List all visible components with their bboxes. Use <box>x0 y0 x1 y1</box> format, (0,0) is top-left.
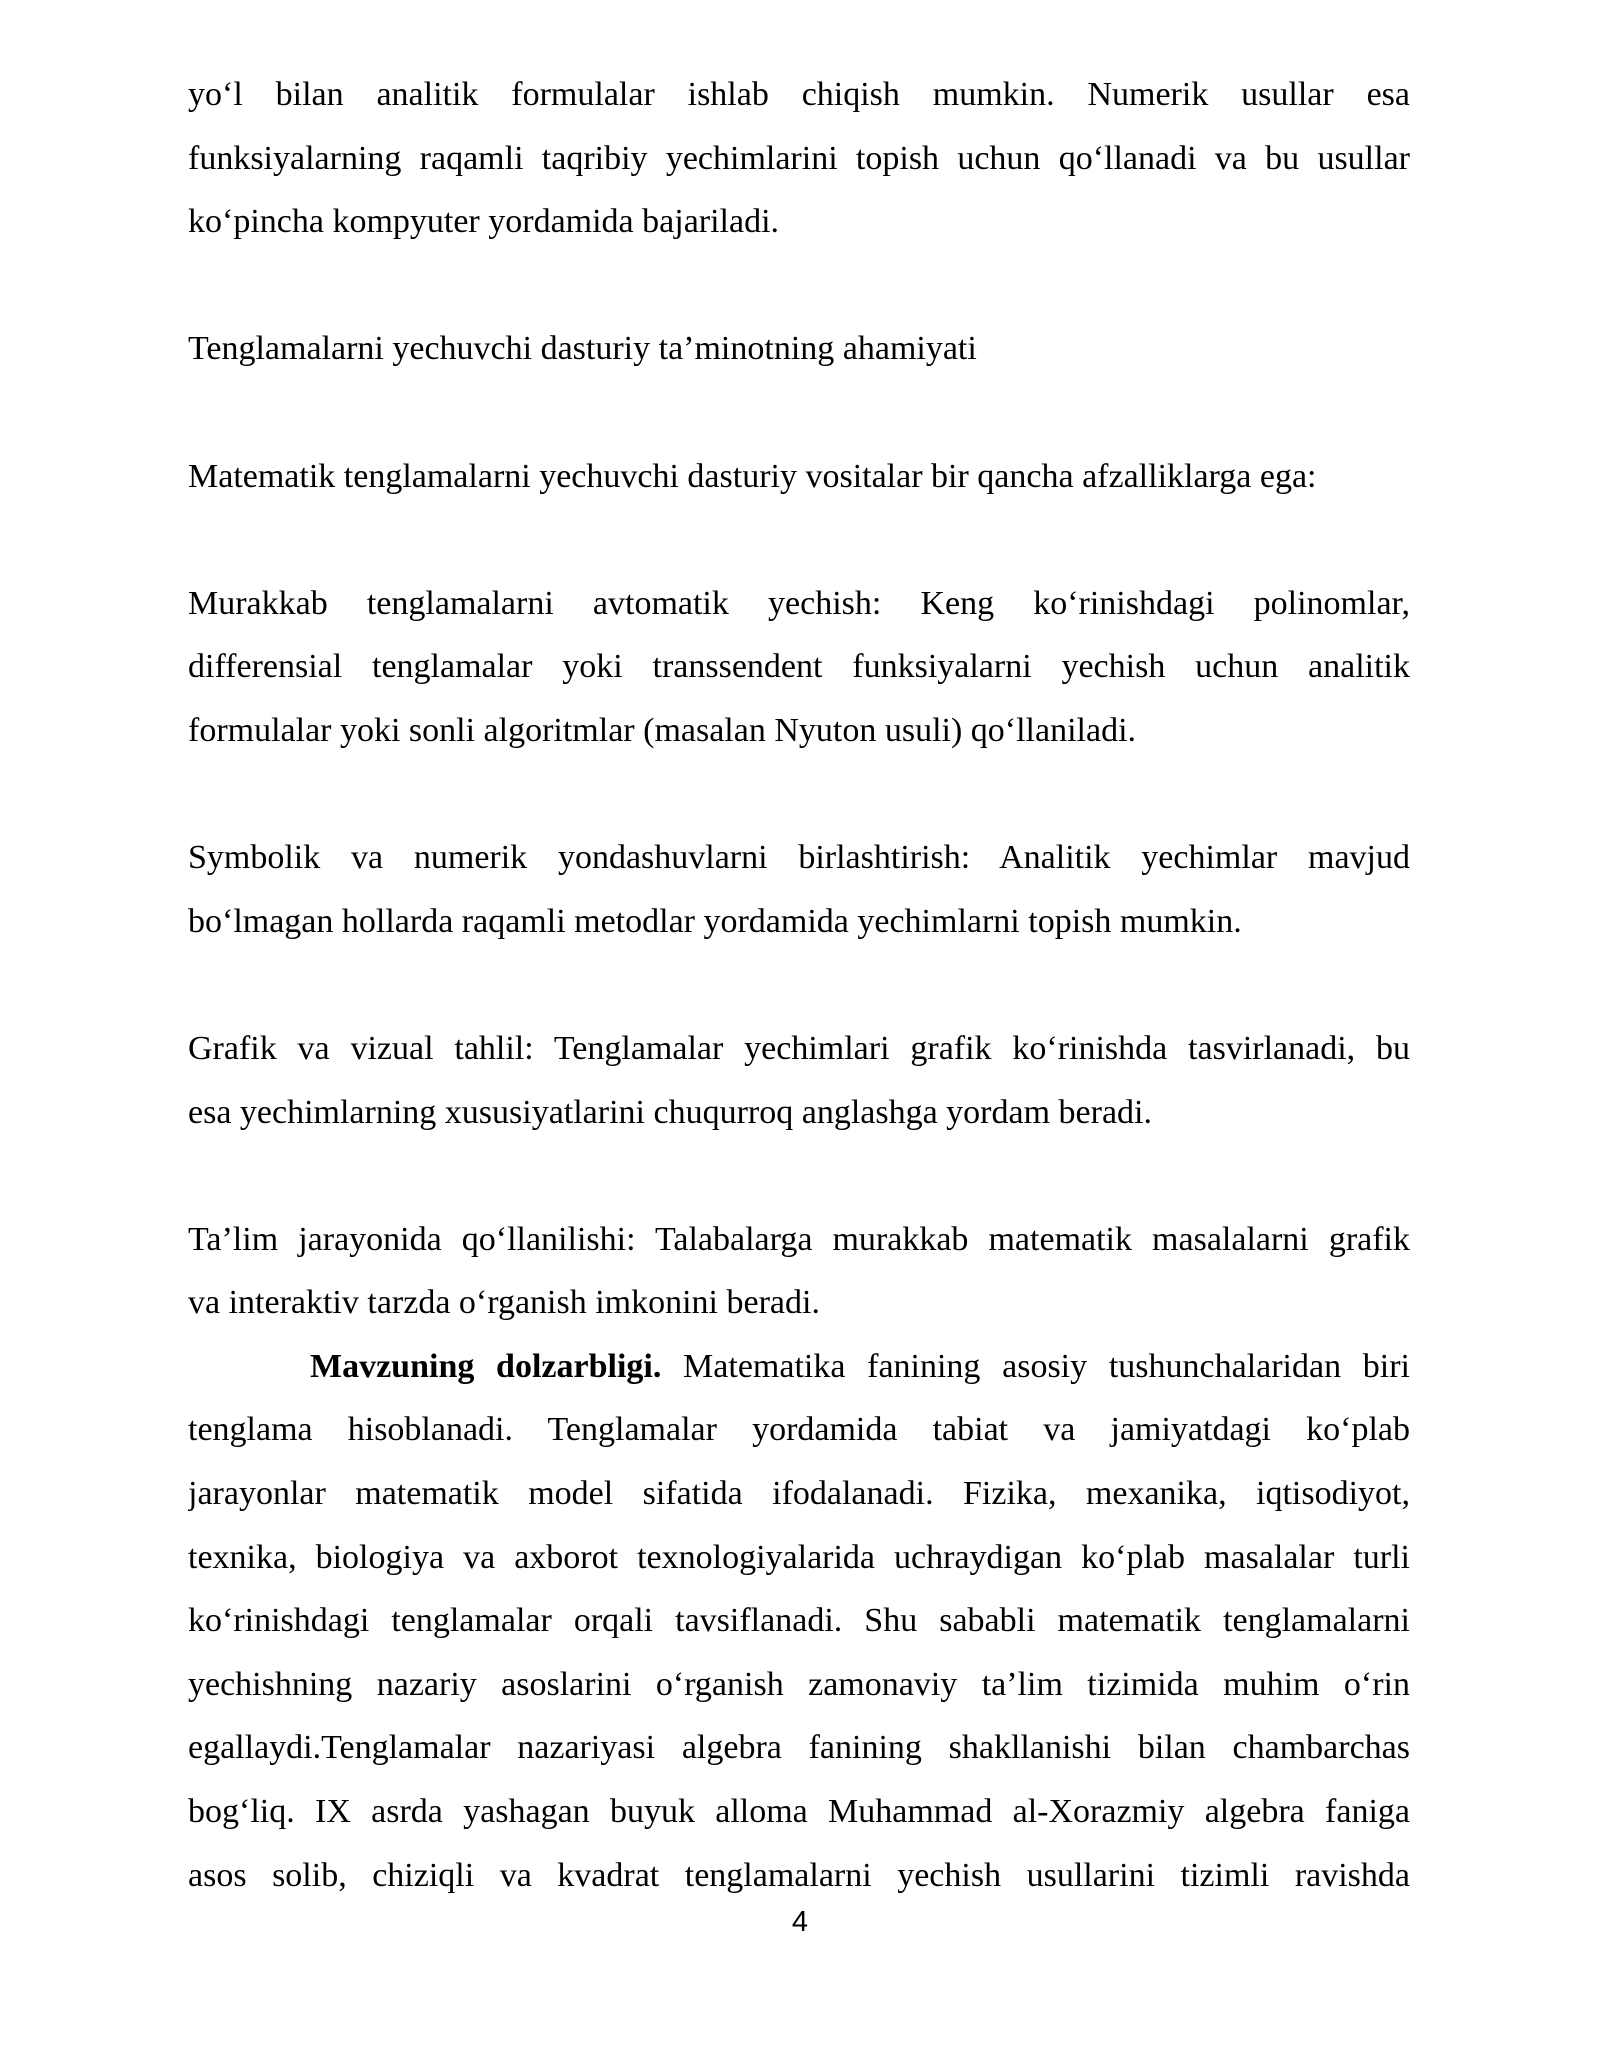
text-line: Symbolik va numerik yondashuvlarni birlashtirish: Analitik yechimlar mavjud <box>188 839 1410 877</box>
text-line: yoʻl bilan analitik formulalar ishlab chiqish mumkin. Numerik usullar esa <box>188 76 1410 113</box>
text-line: funksiyalarning raqamli taqribiy yechimlarini topish uchun qoʻllanadi va bu usullar <box>188 139 1410 177</box>
paragraph <box>188 1208 1410 1335</box>
text-line: egallaydi.Tenglamalar nazariyasi algebra fanining shakllanishi bilan chambarchas <box>188 1729 1410 1767</box>
text-line: va interaktiv tarzda oʻrganish imkonini beradi. <box>188 1284 820 1322</box>
paragraph <box>188 63 1410 254</box>
text-line: boʻlmagan hollarda raqamli metodlar yordamida yechimlarni topish mumkin. <box>188 902 1242 940</box>
bold-run: Mavzuning dolzarbligi. <box>310 1347 662 1385</box>
paragraph <box>188 572 1410 763</box>
paragraph <box>188 1017 1410 1144</box>
text-line: asos solib, chiziqli va kvadrat tenglamalarni yechish usullarini tizimli ravishda <box>188 1856 1410 1894</box>
text-line: bogʻliq. IX asrda yashagan buyuk alloma Muhammad al-Xorazmiy algebra faniga <box>188 1793 1410 1831</box>
text-line: Murakkab tenglamalarni avtomatik yechish: Keng koʻrinishdagi polinomlar, <box>188 584 1410 622</box>
document-body <box>188 63 1410 1907</box>
text-line: Grafik va vizual tahlil: Tenglamalar yechimlari grafik koʻrinishda tasvirlanadi, bu <box>188 1029 1410 1067</box>
text-line: texnika, biologiya va axborot texnologiyalarida uchraydigan koʻplab masalalar turli <box>188 1538 1410 1576</box>
text-line: tenglama hisoblanadi. Tenglamalar yordamida tabiat va jamiyatdagi koʻplab <box>188 1411 1410 1449</box>
text-line: jarayonlar matematik model sifatida ifodalanadi. Fizika, mexanika, iqtisodiyot, <box>188 1475 1410 1513</box>
paragraph <box>188 826 1410 953</box>
page-number: 4 <box>791 1906 809 1938</box>
text-line: koʻpincha kompyuter yordamida bajariladi. <box>188 203 780 241</box>
paragraph <box>188 1335 1410 1907</box>
text-line: esa yechimlarning xususiyatlarini chuqurroq anglashga yordam beradi. <box>188 1093 1152 1131</box>
paragraph <box>188 445 1410 509</box>
text-line: yechishning nazariy asoslarini oʻrganish zamonaviy ta’lim tizimida muhim oʻrin <box>188 1665 1410 1703</box>
text-line: Mavzuning dolzarbligi. Matematika fanining asosiy tushunchalaridan biri <box>310 1347 1410 1385</box>
paragraph <box>188 317 1410 381</box>
text-line: Ta’lim jarayonida qoʻllanilishi: Talabalarga murakkab matematik masalalarni grafik <box>188 1220 1410 1258</box>
text-line: Tenglamalarni yechuvchi dasturiy ta’minotning ahamiyati <box>188 330 977 368</box>
text-line: differensial tenglamalar yoki transsendent funksiyalarni yechish uchun analitik <box>188 648 1410 686</box>
text-line: formulalar yoki sonli algoritmlar (masalan Nyuton usuli) qoʻllaniladi. <box>188 711 1137 749</box>
text-line: Matematik tenglamalarni yechuvchi dasturiy vositalar bir qancha afzalliklarga ega: <box>188 457 1317 495</box>
text-line: koʻrinishdagi tenglamalar orqali tavsiflanadi. Shu sababli matematik tenglamalarni <box>188 1602 1410 1640</box>
